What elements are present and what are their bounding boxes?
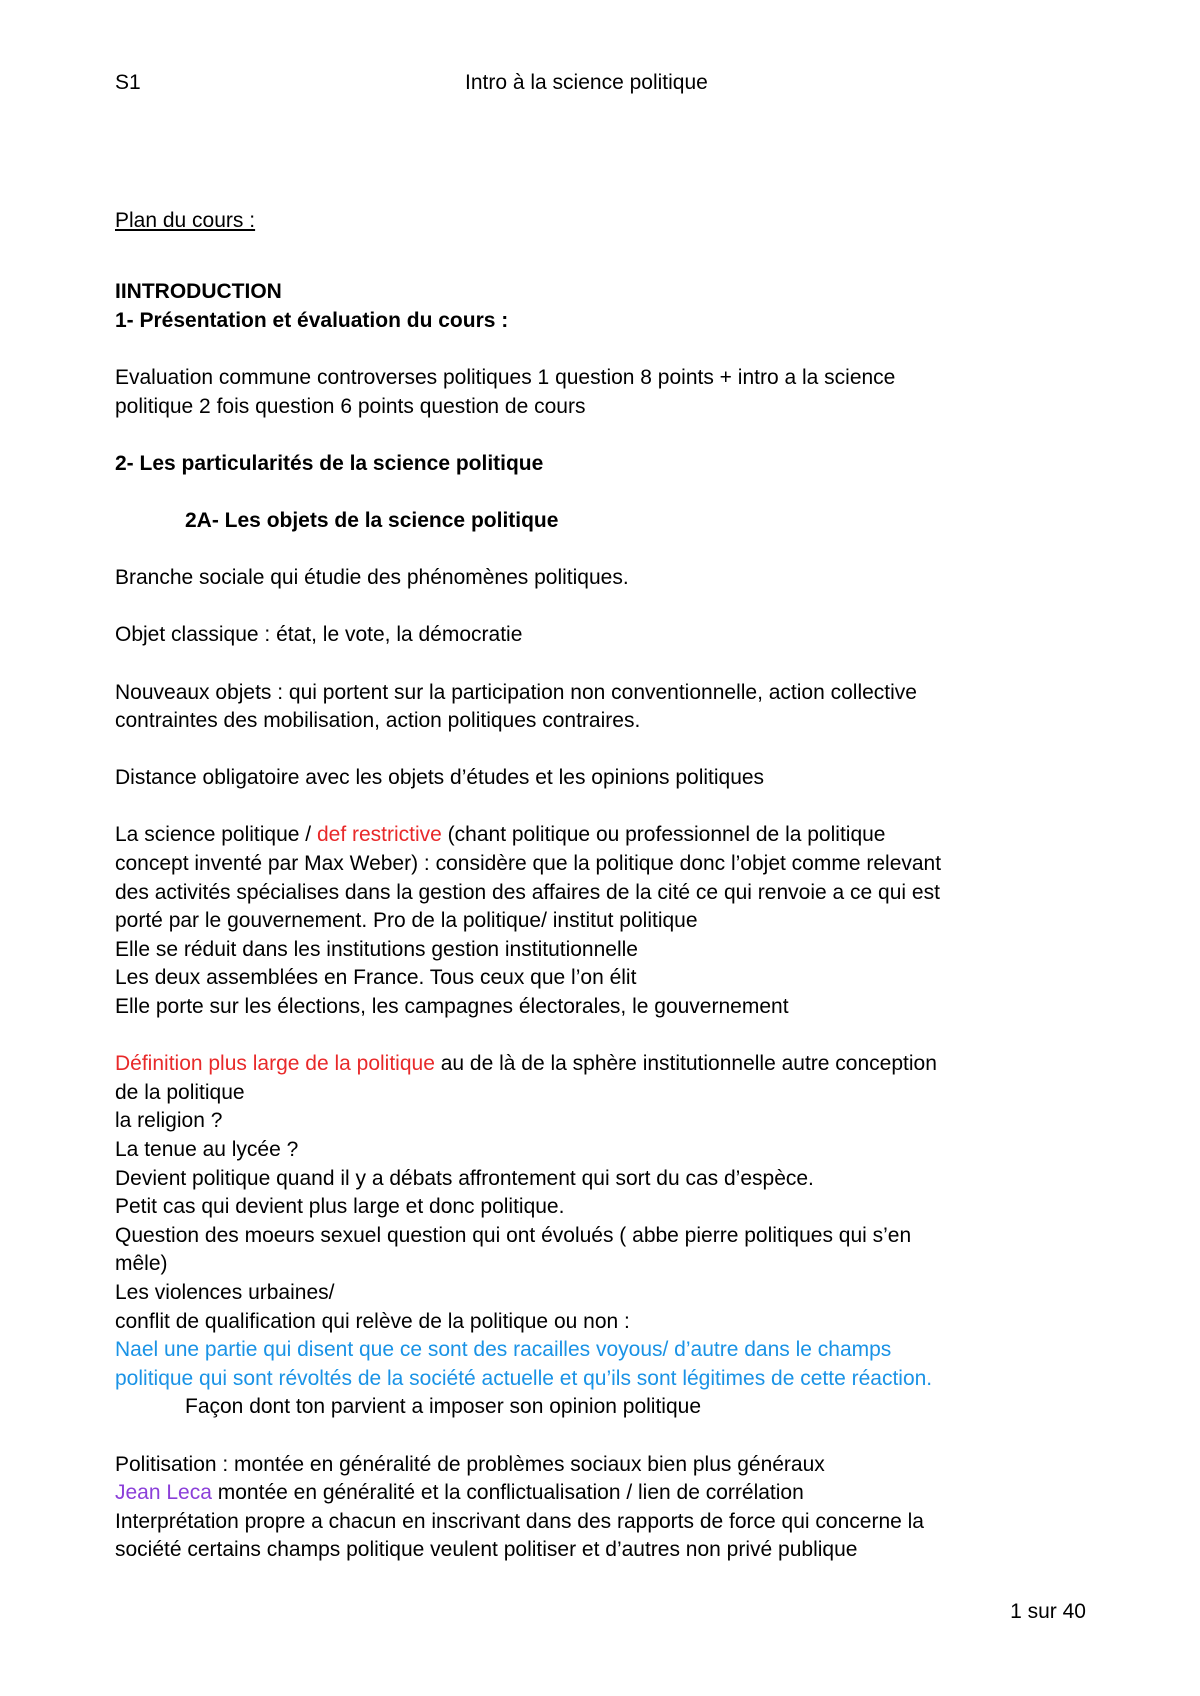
highlight-blue: Nael une partie qui disent que ce sont des racailles voyous/ d’autre dans le champs — [115, 1338, 892, 1362]
text-line: Façon dont ton parvient a imposer son opinion politique — [185, 1395, 701, 1419]
text-line: porté par le gouvernement. Pro de la politique/ institut politique — [115, 909, 698, 933]
highlight-blue: politique qui sont révoltés de la société actuelle et qu’ils sont légitimes de cette réaction. — [115, 1366, 933, 1390]
header-course-code: S1 — [115, 71, 141, 94]
text-line: Interprétation propre a chacun en inscrivant dans des rapports de force qui concerne la — [115, 1509, 924, 1533]
highlight-red: Définition plus large de la politique — [115, 1052, 435, 1076]
text-line: Nouveaux objets : qui portent sur la participation non conventionnelle, action collective — [115, 680, 917, 704]
header-title: Intro à la science politique — [465, 71, 708, 94]
page-number: 1 sur 40 — [1010, 1600, 1086, 1623]
text-line: des activités spécialises dans la gestion des affaires de la cité ce qui renvoie a ce qui est — [115, 880, 940, 904]
plan-heading: Plan du cours : — [115, 209, 256, 232]
text-line: Elle se réduit dans les institutions gestion institutionnelle — [115, 937, 638, 961]
intro-heading: IINTRODUCTION — [115, 280, 282, 304]
text-line: concept inventé par Max Weber) : considère que la politique donc l’objet comme relevant — [115, 852, 942, 876]
page-content — [115, 207, 1095, 1565]
text-span: (chant politique ou professionnel de la politique — [441, 823, 886, 847]
section-2-heading: 2- Les particularités de la science politique — [115, 451, 544, 475]
text-line: Politisation : montée en généralité de problèmes sociaux bien plus généraux — [115, 1452, 825, 1476]
text-line: Question des moeurs sexuel question qui ont évolués ( abbe pierre politiques qui s’en — [115, 1223, 912, 1247]
text-line: Elle porte sur les élections, les campagnes électorales, le gouvernement — [115, 995, 789, 1019]
text-span: montée en généralité et la conflictualisation / lien de corrélation — [211, 1481, 804, 1505]
text-line — [115, 1479, 1095, 1508]
highlight-purple: Jean Leca — [115, 1481, 212, 1505]
text-line — [115, 1050, 1095, 1079]
text-line: société certains champs politique veulent politiser et d’autres non privé publique — [115, 1538, 858, 1562]
text-span: au de là de la sphère institutionnelle autre conception — [434, 1052, 937, 1076]
text-line: Les violences urbaines/ — [115, 1280, 335, 1304]
text-line: Devient politique quand il y a débats affrontement qui sort du cas d’espèce. — [115, 1166, 814, 1190]
text-line: contraintes des mobilisation, action politiques contraires. — [115, 709, 641, 733]
highlight-red: def restrictive — [316, 823, 442, 847]
text-line: mêle) — [115, 1252, 168, 1276]
text-line: Petit cas qui devient plus large et donc politique. — [115, 1195, 565, 1219]
text-line: Objet classique : état, le vote, la démocratie — [115, 623, 523, 647]
text-line: Evaluation commune controverses politiques 1 question 8 points + intro a la science — [115, 365, 896, 389]
text-line: Distance obligatoire avec les objets d’études et les opinions politiques — [115, 766, 765, 790]
text-line: conflit de qualification qui relève de la politique ou non : — [115, 1309, 630, 1333]
text-line: politique 2 fois question 6 points question de cours — [115, 394, 586, 418]
text-line: de la politique — [115, 1080, 245, 1104]
text-line: Les deux assemblées en France. Tous ceux que l’on élit — [115, 966, 637, 990]
text-span: La science politique / — [115, 823, 317, 847]
text-line: La tenue au lycée ? — [115, 1138, 299, 1161]
text-line — [115, 821, 1095, 850]
text-line: la religion ? — [115, 1109, 223, 1133]
section-2a-heading: 2A- Les objets de la science politique — [185, 508, 559, 532]
section-1-heading: 1- Présentation et évaluation du cours : — [115, 308, 509, 332]
text-line: Branche sociale qui étudie des phénomènes politiques. — [115, 566, 629, 590]
